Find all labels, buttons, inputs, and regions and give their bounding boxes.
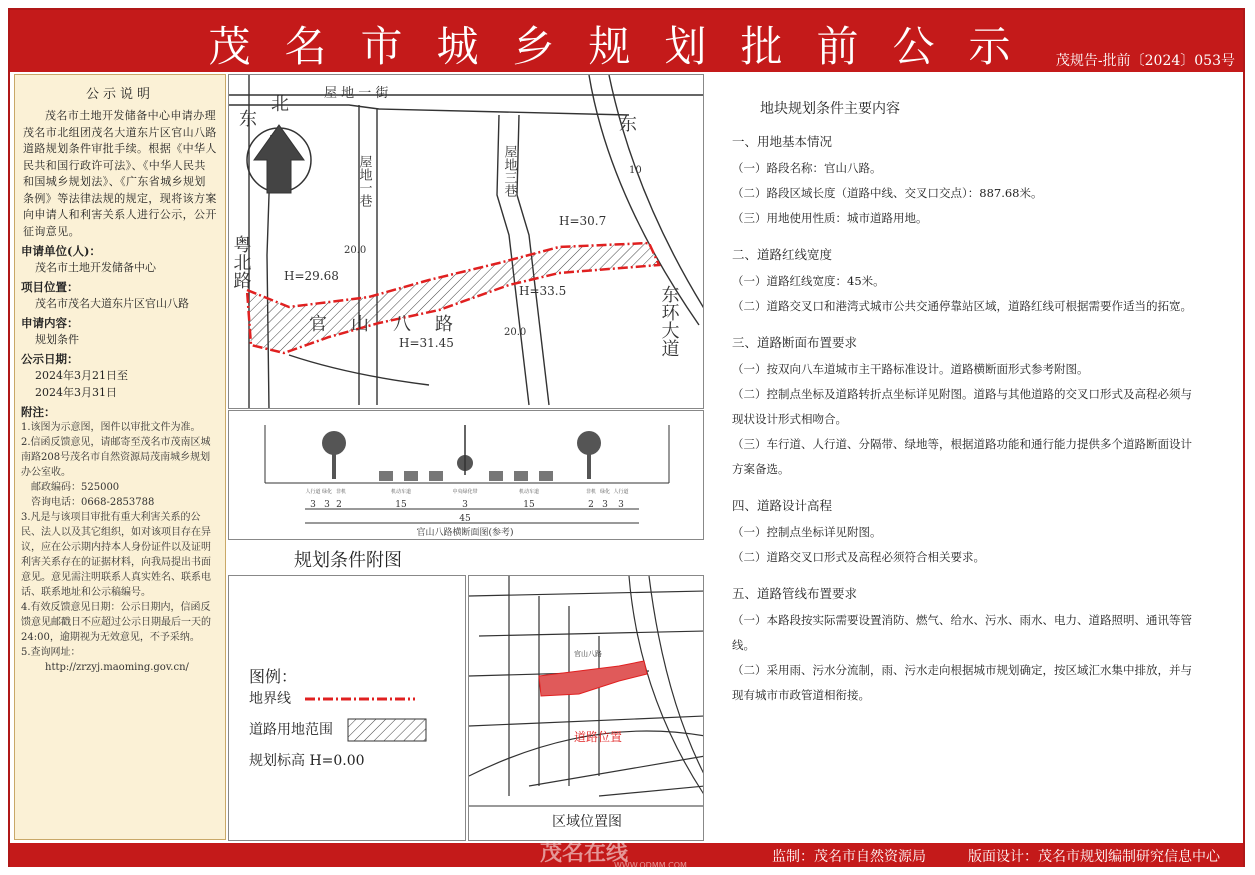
condition-item-continued: 现状设计形式相吻合。 (732, 412, 847, 426)
notes-list (15, 420, 225, 675)
road-position-marker: 道路位置 (574, 730, 623, 744)
conditions-title: 地块规划条件主要内容 (760, 101, 900, 117)
car-icon (429, 471, 443, 481)
document-number: 茂规告-批前〔2024〕053号 (1055, 53, 1235, 69)
car-icon (489, 471, 503, 481)
notice-intro: 茂名市土地开发储备中心申请办理茂名市北组团茂名大道东片区官山八路道路规划条件审批手续。根据《中华人民共和国行政许可法》、《中华人民共和国城乡规划法》、《广东省城乡规划条例》等法律法规的规定，现将该方案向申请人和利害关系人进行公示，公开征询意见。 (23, 109, 217, 238)
north-label: 北 (271, 94, 289, 115)
section-label: 非机 (585, 489, 597, 495)
note-item: 3.凡是与该项目审批有重大利害关系的公民、法人以及其它组织，如对该项目存在异议，应在公示期内持本人身份证件以及证明利害关系存在的证据材料，向我局提出书面意见。意见需注明联系人真实姓名、联系电话、联系地址和公示稿编号。 (21, 512, 211, 598)
phone: 咨询电话：0668-2853788 (31, 497, 155, 508)
elevation-1: H=29.68 (284, 269, 339, 283)
condition-item: （二）采用雨、污水分流制，雨、污水走向根据城市规划确定，按区域汇水集中排放，并与 (732, 663, 1192, 677)
watermark-url: WWW.QDMM.COM (614, 861, 687, 870)
header-banner (10, 10, 1243, 72)
section-dim: 2 (588, 500, 594, 510)
postcode: 邮政编码：525000 (31, 482, 120, 493)
road-west-label: 粤北路 (230, 235, 252, 289)
condition-item: （二）控制点坐标及道路转折点坐标详见附图。道路与其他道路的交叉口形式及高程必须与 (732, 387, 1192, 401)
condition-item: （一）路段名称：官山八路。 (732, 161, 882, 175)
road-alley1-label: 屋地一巷 (356, 155, 372, 207)
section-heading: 四、道路设计高程 (732, 498, 833, 513)
condition-item: （二）道路交叉口和港湾式城市公共交通停靠站区域，道路红线可根据需要作适当的拓宽。 (732, 299, 1192, 313)
elevation-4: H=30.7 (559, 214, 607, 228)
section-dim: 3 (602, 500, 608, 510)
legend-land-label: 道路用地范围 (249, 722, 333, 738)
road-top-label: 屋 地 一 街 (324, 86, 389, 101)
condition-item-continued: 现有城市市政管道相衔接。 (732, 688, 870, 702)
condition-item: （一）按双向八车道城市主干路标准设计。道路横断面形式参考附图。 (732, 362, 1089, 376)
condition-item-continued: 方案备选。 (732, 462, 790, 476)
section-label: 绿化 (321, 489, 333, 495)
width-label-1: 20.0 (344, 245, 367, 256)
tree-trunk (587, 443, 591, 479)
width-label-3: 10 (629, 165, 642, 176)
car-icon (404, 471, 418, 481)
section-dim: 15 (523, 500, 535, 510)
notice-panel (14, 74, 226, 840)
road-highlight (539, 661, 647, 696)
road-main-label: 官山八路 (309, 314, 477, 335)
section-dim: 3 (618, 500, 624, 510)
plan-map-drawing (229, 75, 704, 409)
small-road-label: 官山八路 (574, 650, 602, 658)
note-item: 5.查询网址： (21, 647, 81, 658)
car-icon (514, 471, 528, 481)
car-icon (379, 471, 393, 481)
condition-item: （二）路段区域长度（道路中线、交叉口交点）：887.68米。 (732, 186, 1043, 200)
road-alley3-label: 屋地三巷 (501, 145, 517, 197)
watermark-logo: 茂名在线 (540, 841, 629, 866)
date-from: 2024年3月21日至 (35, 369, 128, 382)
condition-item: （二）道路交叉口形式及高程必须符合相关要求。 (732, 550, 985, 564)
section-label: 机动车道 (390, 489, 412, 495)
poster-title: 茂名市城乡规划批前公示 (208, 22, 1045, 71)
section-dim: 15 (395, 500, 407, 510)
plan-map (228, 74, 704, 409)
car-icon (539, 471, 553, 481)
elevation-3: H=33.5 (519, 284, 567, 298)
note-item: 1.该图为示意图，图件以审批文件为准。 (21, 422, 201, 433)
section-dim: 3 (462, 500, 468, 510)
hatch-swatch-icon (347, 718, 427, 742)
section-label: 绿化 (599, 489, 611, 495)
design-credit: 版面设计：茂名市规划编制研究信息中心 (968, 849, 1220, 865)
north-arrow-icon (247, 125, 311, 193)
supervise-credit: 监制：茂名市自然资源局 (772, 849, 926, 865)
condition-item: （一）道路红线宽度：45米。 (732, 274, 885, 288)
condition-item: （一）控制点坐标详见附图。 (732, 525, 882, 539)
section-heading: 二、道路红线宽度 (732, 247, 833, 262)
website-link[interactable]: http://zrzyj.maoming.gov.cn/ (45, 662, 189, 673)
section-total: 45 (459, 514, 471, 524)
section-dim: 3 (324, 500, 330, 510)
section-dim: 2 (336, 500, 342, 510)
appendix-title: 规划条件附图 (294, 550, 402, 571)
applicant-label: 申请单位(人)： (21, 244, 101, 258)
section-label: 人行道 (305, 489, 321, 495)
section-heading: 三、道路断面布置要求 (732, 335, 858, 350)
width-label-2: 20.0 (504, 327, 527, 338)
legend-boundary (249, 688, 415, 708)
date-label: 公示日期： (21, 352, 79, 366)
notice-heading: 公示说明 (85, 87, 154, 102)
location-value: 茂名市茂名大道东片区官山八路 (35, 297, 189, 310)
conditions-panel (708, 74, 1241, 840)
section-label: 机动车道 (518, 489, 540, 495)
notes-label: 附注： (21, 405, 56, 419)
road-east-label: 东环大道 (658, 285, 680, 357)
road-east-prefix: 东 (239, 109, 257, 130)
note-item: 4.有效反馈意见日期：公示日期内，信函反馈意见邮戳日不应超过公示日期最后一天的24:00，逾期视为无效意见，不予采纳。 (21, 602, 211, 643)
condition-item: （三）车行道、人行道、分隔带、绿地等，根据道路功能和通行能力提供多个道路断面设计 (732, 437, 1192, 451)
section-heading: 五、道路管线布置要求 (732, 586, 858, 601)
location-caption: 区域位置图 (552, 814, 622, 830)
cross-section (228, 410, 704, 540)
road-east-prefix-2: 东 (619, 114, 637, 135)
legend-panel (228, 575, 466, 841)
section-label: 中央绿化带 (452, 489, 478, 495)
location-label: 项目位置： (21, 280, 79, 294)
condition-item: （三）用地使用性质：城市道路用地。 (732, 211, 928, 225)
legend-boundary-label: 地界线 (249, 691, 291, 707)
content-label: 申请内容： (21, 316, 79, 330)
elevation-2: H=31.45 (399, 336, 454, 350)
legend-title: 图例： (249, 667, 298, 686)
condition-item-continued: 线。 (732, 638, 755, 652)
boundary-line-icon (305, 694, 415, 704)
location-map (468, 575, 704, 841)
condition-item: （一）本路段按实际需要设置消防、燃气、给水、污水、雨水、电力、道路照明、通讯等管 (732, 613, 1192, 627)
cross-section-drawing (229, 411, 705, 541)
content-value: 规划条件 (35, 333, 79, 346)
section-caption: 官山八路横断面图(参考) (416, 528, 514, 538)
section-label: 非机 (335, 489, 347, 495)
date-to: 2024年3月31日 (35, 386, 117, 399)
applicant-value: 茂名市土地开发储备中心 (35, 261, 156, 274)
tree-trunk (332, 443, 336, 479)
section-heading: 一、用地基本情况 (732, 134, 833, 149)
legend-elevation: 规划标高 H=0.00 (249, 753, 365, 769)
note-item: 2.信函反馈意见，请邮寄至茂名市茂南区城南路208号茂名市自然资源局茂南城乡规划办公室收。 (21, 437, 211, 478)
location-map-drawing (469, 576, 704, 841)
legend-land (249, 718, 427, 742)
section-label: 人行道 (613, 489, 629, 495)
section-dim: 3 (310, 500, 316, 510)
